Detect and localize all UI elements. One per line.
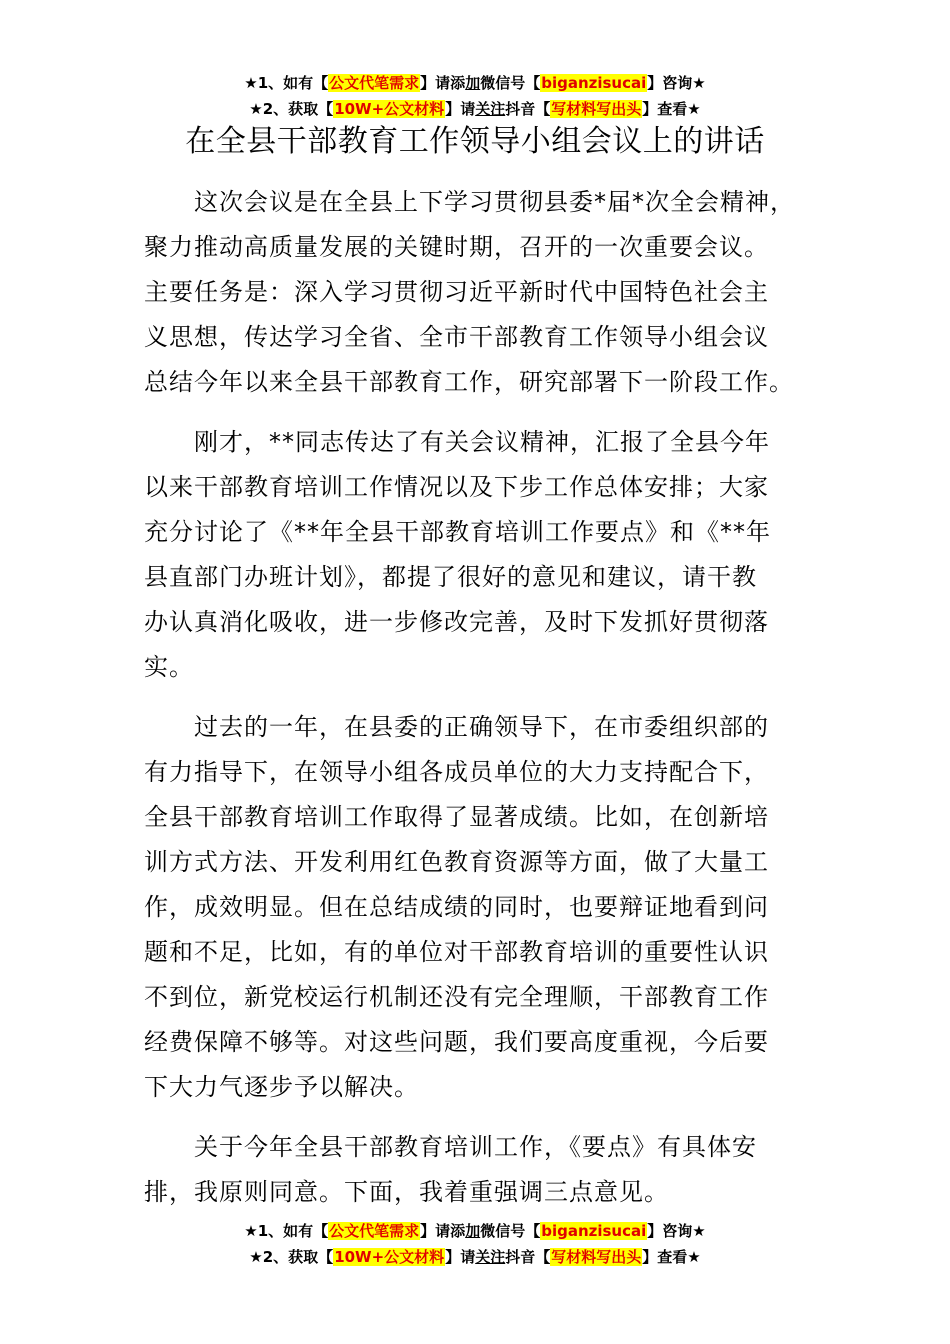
ad-douyin-id: 写材料写出头	[551, 1248, 642, 1266]
ad-text: 微信号【	[480, 74, 541, 92]
ad-underlined-text: 加	[465, 1222, 481, 1240]
paragraph-line: 作，成效明显。但在总结成绩的同时，也要辩证地看到问	[144, 893, 769, 921]
paragraph-line: 下大力气逐步予以解决。	[144, 1073, 419, 1101]
body-paragraph	[144, 1125, 834, 1215]
ad-text: 】请添	[420, 1222, 466, 1240]
ad-text: ★2、获取【	[249, 100, 334, 118]
ad-text: 】请添	[420, 74, 466, 92]
ad-line-1	[0, 70, 950, 96]
ad-text: ★1、如有【	[244, 74, 329, 92]
paragraph-line: 义思想，传达学习全省、全市干部教育工作领导小组会议	[144, 323, 769, 351]
paragraph-line: 不到位，新党校运行机制还没有完全理顺，干部教育工作	[144, 983, 769, 1011]
ad-line-2	[0, 96, 950, 122]
paragraph-line: 充分讨论了《**年全县干部教育培训工作要点》和《**年	[144, 518, 771, 546]
body-paragraph	[144, 180, 834, 405]
body-paragraph	[144, 705, 834, 1110]
ad-text: 抖音【	[505, 1248, 551, 1266]
ad-text: 微信号【	[480, 1222, 541, 1240]
ad-highlight: 10W+公文材料	[334, 1248, 445, 1266]
paragraph-line: 排，我原则同意。下面，我着重强调三点意见。	[144, 1178, 669, 1206]
paragraph-line: 这次会议是在全县上下学习贯彻县委*届*次全会精神，	[194, 188, 795, 216]
paragraph-line: 总结今年以来全县干部教育工作，研究部署下一阶段工作。	[144, 368, 794, 396]
ad-text: 】请	[445, 100, 476, 118]
paragraph-line: 以来干部教育培训工作情况以及下步工作总体安排；大家	[144, 473, 769, 501]
ad-text: 】咨询★	[647, 74, 706, 92]
ad-highlight: 10W+公文材料	[334, 100, 445, 118]
ad-underlined-text: 加	[465, 74, 481, 92]
paragraph-line: 经费保障不够等。对这些问题，我们要高度重视，今后要	[144, 1028, 769, 1056]
paragraph-line: 实。	[144, 653, 194, 681]
footer-ad-banner	[0, 1218, 950, 1270]
ad-underlined-text: 关注	[475, 1248, 506, 1266]
body-paragraph	[144, 420, 834, 690]
document-title: 在全县干部教育工作领导小组会议上的讲话	[185, 124, 765, 159]
ad-underlined-text: 关注	[475, 100, 506, 118]
paragraph-line: 全县干部教育培训工作取得了显著成绩。比如，在创新培	[144, 803, 769, 831]
ad-text: ★2、获取【	[249, 1248, 334, 1266]
ad-line-1	[0, 1218, 950, 1244]
header-ad-banner	[0, 70, 950, 122]
ad-wechat-id: biganzisucai	[541, 74, 647, 92]
paragraph-line: 主要任务是：深入学习贯彻习近平新时代中国特色社会主	[144, 278, 769, 306]
ad-text: 】查看★	[642, 100, 701, 118]
ad-text: 】请	[445, 1248, 476, 1266]
ad-douyin-id: 写材料写出头	[551, 100, 642, 118]
ad-text: 】咨询★	[647, 1222, 706, 1240]
ad-text: 】查看★	[642, 1248, 701, 1266]
paragraph-line: 题和不足，比如，有的单位对干部教育培训的重要性认识	[144, 938, 769, 966]
ad-text: 抖音【	[505, 100, 551, 118]
paragraph-line: 县直部门办班计划》，都提了很好的意见和建议，请干教	[144, 563, 757, 591]
paragraph-line: 关于今年全县干部教育培训工作，《要点》有具体安	[194, 1133, 757, 1161]
paragraph-line: 办认真消化吸收，进一步修改完善，及时下发抓好贯彻落	[144, 608, 769, 636]
paragraph-line: 聚力推动高质量发展的关键时期，召开的一次重要会议。	[144, 233, 769, 261]
ad-wechat-id: biganzisucai	[541, 1222, 647, 1240]
document-body	[144, 180, 834, 1230]
paragraph-line: 刚才，**同志传达了有关会议精神，汇报了全县今年	[194, 428, 770, 456]
ad-line-2	[0, 1244, 950, 1270]
paragraph-line: 训方式方法、开发利用红色教育资源等方面，做了大量工	[144, 848, 769, 876]
paragraph-line: 有力指导下，在领导小组各成员单位的大力支持配合下，	[144, 758, 769, 786]
paragraph-line: 过去的一年，在县委的正确领导下，在市委组织部的	[194, 713, 769, 741]
ad-highlight: 公文代笔需求	[329, 74, 420, 92]
ad-text: ★1、如有【	[244, 1222, 329, 1240]
ad-highlight: 公文代笔需求	[329, 1222, 420, 1240]
